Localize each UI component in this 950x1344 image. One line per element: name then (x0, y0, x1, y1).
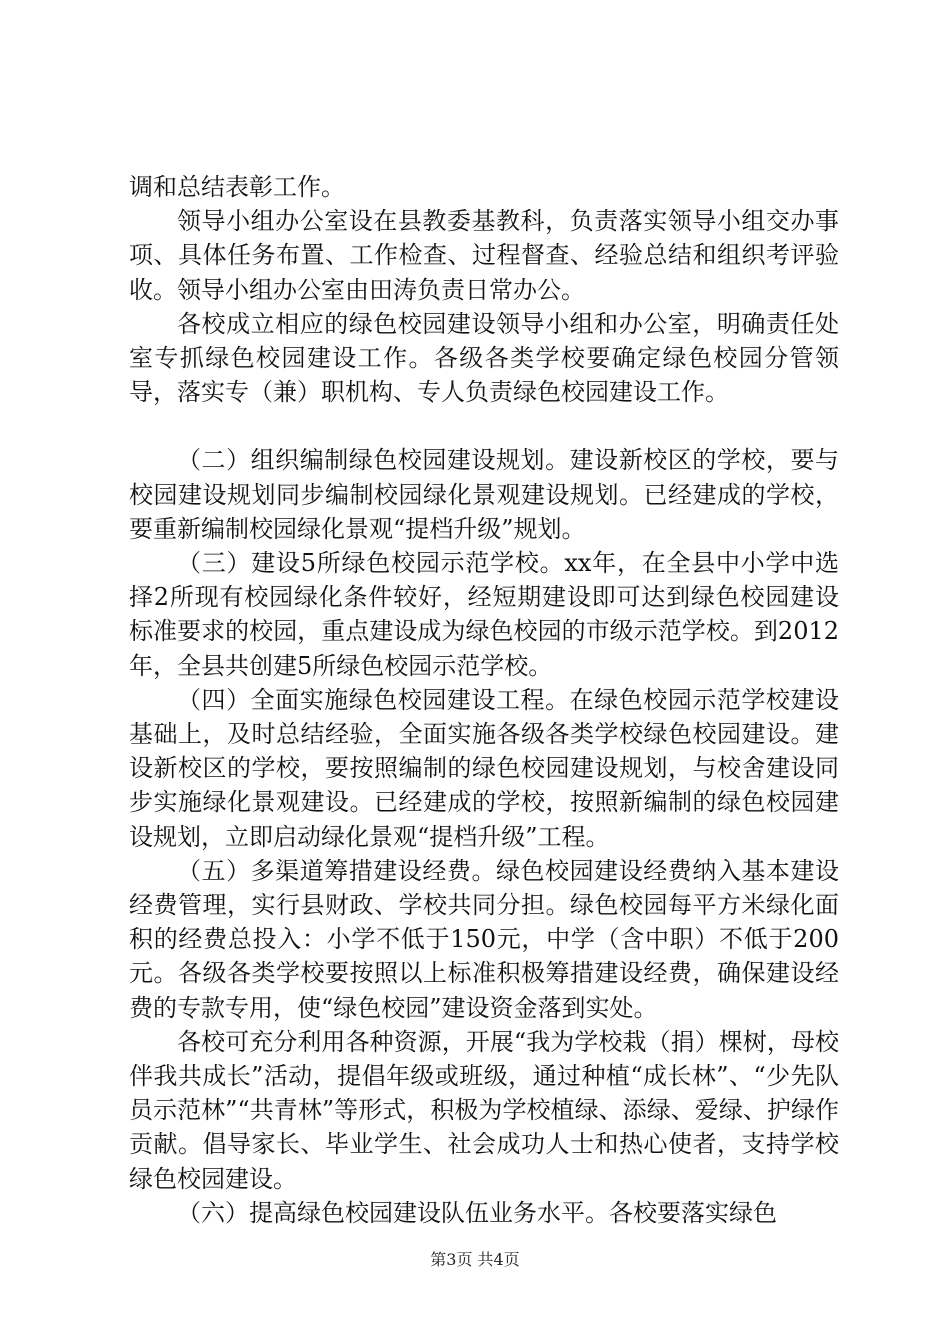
paragraph-section-6: （六）提高绿色校园建设队伍业务水平。各校要落实绿色 (177, 1198, 777, 1227)
paragraph-section-3: （三）建设5所绿色校园示范学校。xx年，在全县中小学中选择2所现有校园绿化条件较好，经短期建设即可达到绿色校园建设标准要求的校园，重点建设成为绿色校园的市级示范学校。到2012年，全县共创建5所绿色校园示范学校。 (129, 549, 839, 680)
paragraph-section-5: （五）多渠道筹措建设经费。绿色校园建设经费纳入基本建设经费管理，实行县财政、学校共同分担。绿色校园每平方米绿化面积的经费总投入：小学不低于150元，中学（含中职）不低于200元。各级各类学校要按照以上标准积极筹措建设经费，确保建设经费的专款专用，使“绿色校园”建设资金落到实处。 (129, 856, 839, 1022)
document-body (129, 170, 839, 1230)
paragraph-schools-leadership: 各校成立相应的绿色校园建设领导小组和办公室，明确责任处室专抓绿色校园建设工作。各级各类学校要确定绿色校园分管领导，落实专（兼）职机构、专人负责绿色校园建设工作。 (129, 309, 839, 407)
page-footer: 第3页 共4页 (430, 1250, 520, 1269)
paragraph-continuation: 调和总结表彰工作。 (129, 173, 345, 201)
paragraph-section-2: （二）组织编制绿色校园建设规划。建设新校区的学校，要与校园建设规划同步编制校园绿化景观建设规划。已经建成的学校，要重新编制校园绿化景观“提档升级”规划。 (129, 446, 839, 543)
paragraph-office: 领导小组办公室设在县教委基教科，负责落实领导小组交办事项、具体任务布置、工作检查、过程督查、经验总结和组织考评验收。领导小组办公室由田涛负责日常办公。 (129, 207, 839, 304)
paragraph-section-4: （四）全面实施绿色校园建设工程。在绿色校园示范学校建设基础上，及时总结经验，全面实施各级各类学校绿色校园建设。建设新校区的学校，要按照编制的绿色校园建设规划，与校舍建设同步实施绿化景观建设。已经建成的学校，按照新编制的绿色校园建设规划，立即启动绿化景观“提档升级”工程。 (129, 685, 839, 851)
paragraph-resources: 各校可充分利用各种资源，开展“我为学校栽（捐）棵树，母校伴我共成长”活动，提倡年级或班级，通过种植“成长林”、“少先队员示范林”“共青林”等形式，积极为学校植绿、添绿、爱绿、护绿作贡献。倡导家长、毕业学生、社会成功人士和热心使者，支持学校绿色校园建设。 (129, 1027, 839, 1193)
